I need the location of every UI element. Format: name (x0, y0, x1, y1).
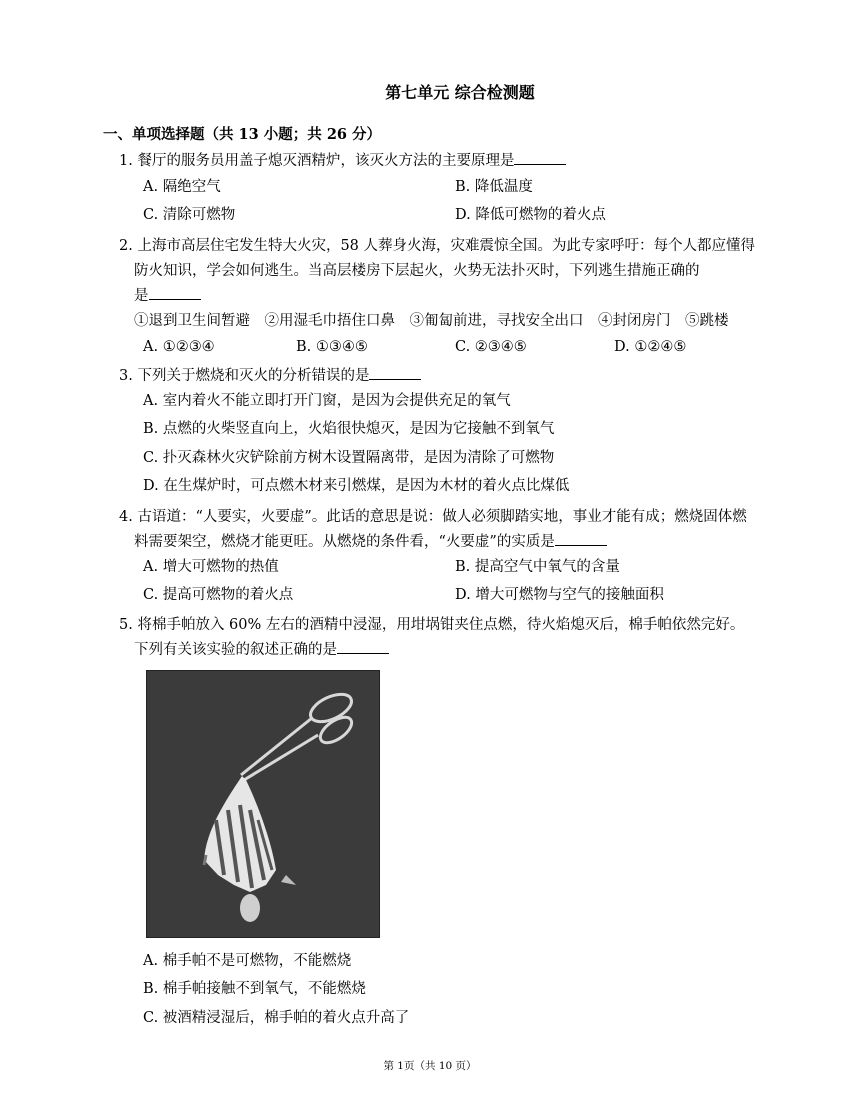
question-5-option-b: B. 棉手帕接触不到氧气，不能燃烧 (143, 981, 366, 997)
question-3-option-c: C. 扑灭森林火灾铲除前方树木设置隔离带，是因为清除了可燃物 (143, 450, 555, 466)
question-2-stem-line-3: 是 (134, 285, 201, 307)
answer-blank (337, 639, 389, 654)
question-4-option-a: A. 增大可燃物的热值 (143, 559, 279, 575)
question-4-option-c: C. 提高可燃物的着火点 (143, 587, 294, 603)
question-5-option-c: C. 被酒精浸湿后，棉手帕的着火点升高了 (143, 1010, 410, 1026)
question-5-stem-line-1: 5. 将棉手帕放入 60% 左右的酒精中浸湿，用坩埚钳夹住点燃，待火焰熄灭后，棉手帕依然完好。 (119, 617, 745, 633)
answer-blank (149, 285, 201, 300)
question-2-stem-line-1: 2. 上海市高层住宅发生特大火灾，58 人葬身火海，灾难震惊全国。为此专家呼吁：每个人都应懂得 (119, 238, 755, 254)
question-2-option-a: A. ①②③④ (143, 339, 215, 355)
section-heading: 一、单项选择题（共 13 小题；共 26 分） (103, 126, 382, 143)
page-title: 第七单元 综合检测题 (385, 83, 535, 102)
answer-blank (369, 365, 421, 380)
question-3-stem: 3. 下列关于燃烧和灭火的分析错误的是 (119, 365, 421, 387)
question-2-option-b: B. ①③④⑤ (296, 339, 368, 355)
question-2-option-d: D. ①②④⑤ (614, 339, 687, 355)
question-1-option-c: C. 清除可燃物 (143, 207, 236, 223)
page-footer: 第 1页（共 10 页） (383, 1060, 477, 1072)
answer-blank (514, 150, 566, 165)
question-5-option-a: A. 棉手帕不是可燃物，不能燃烧 (143, 953, 352, 969)
question-3-option-a: A. 室内着火不能立即打开门窗，是因为会提供充足的氧气 (143, 393, 511, 409)
question-3-option-d: D. 在生煤炉时，可点燃木材来引燃煤，是因为木材的着火点比煤低 (143, 478, 570, 494)
question-4-stem-line-2: 料需要架空，燃烧才能更旺。从燃烧的条件看，“火要虚”的实质是 (134, 531, 607, 553)
answer-blank (555, 531, 607, 546)
question-4-option-b: B. 提高空气中氧气的含量 (455, 559, 620, 575)
question-1-option-a: A. 隔绝空气 (143, 179, 221, 195)
question-4-stem-line-1: 4. 古语道：“人要实，火要虚”。此话的意思是说：做人必须脚踏实地，事业才能有成；燃烧固体燃 (119, 509, 747, 525)
handkerchief-experiment-photo (146, 670, 380, 938)
question-2-stem-line-2: 防火知识，学会如何逃生。当高层楼房下层起火，火势无法扑灭时，下列逃生措施正确的 (134, 263, 700, 279)
question-1-option-d: D. 降低可燃物的着火点 (455, 207, 606, 223)
question-5-stem-line-2: 下列有关该实验的叙述正确的是 (134, 639, 389, 661)
question-1-stem: 1. 餐厅的服务员用盖子熄灭酒精炉，该灭火方法的主要原理是 (119, 150, 566, 172)
question-2-measures: ①退到卫生间暂避 ②用湿毛巾捂住口鼻 ③匍匐前进，寻找安全出口 ④封闭房门 ⑤跳楼 (134, 313, 729, 329)
question-2-option-c: C. ②③④⑤ (455, 339, 527, 355)
question-3-option-b: B. 点燃的火柴竖直向上，火焰很快熄灭，是因为它接触不到氧气 (143, 421, 555, 437)
question-4-option-d: D. 增大可燃物与空气的接触面积 (455, 587, 664, 603)
question-1-option-b: B. 降低温度 (455, 179, 533, 195)
